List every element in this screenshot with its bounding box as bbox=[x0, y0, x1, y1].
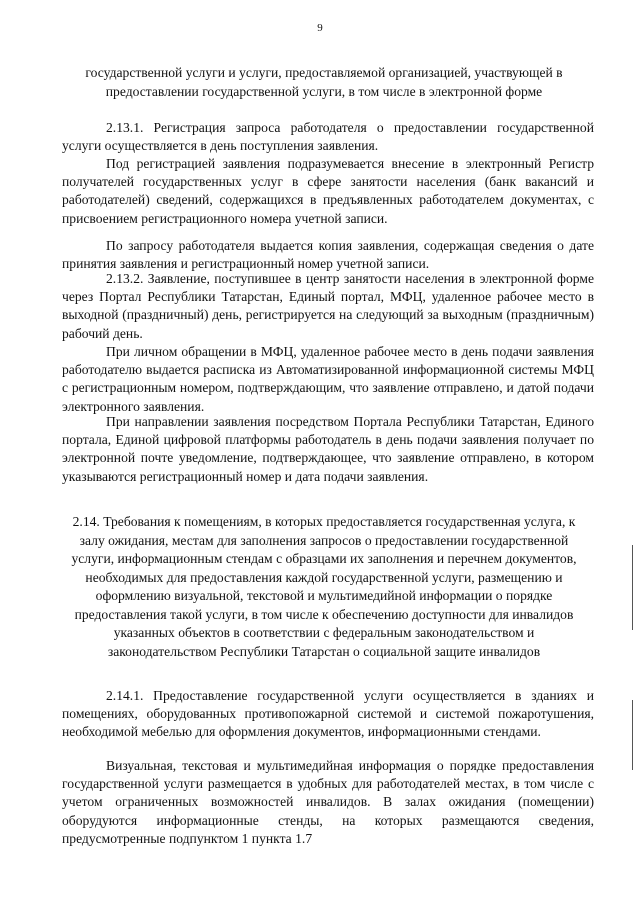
paragraph-2-13-1: 2.13.1. Регистрация запроса работодателя о предоставлении государственной услуги осуществляется в день поступления заявления. bbox=[62, 120, 594, 154]
section-heading-2-14: 2.14. Требования к помещениям, в которых предоставляется государственная услуга, к залу ожидания, местам для заполнения запросов о предоставлении государственной услуги, информационным стендам с образцами их заполнения и перечнем документов, необходимых для предоставления каждой государственной услуги, размещению и оформлению визуальной, текстовой и мультимедийной информации о порядке предоставления такой услуги, в том числе к обеспечению доступности для инвалидов указанных объектов в соответствии с федеральным законодательством и законодательством Республики Татарстан о социальной защите инвалидов bbox=[71, 514, 577, 659]
paragraph-2-14-1: 2.14.1. Предоставление государственной услуги осуществляется в зданиях и помещениях, оборудованных противопожарной системой и системой пожаротушения, необходимой мебелью для оформления документов, информационными стендами. bbox=[62, 688, 594, 740]
subsection-heading: государственной услуги и услуги, предоставляемой организацией, участвующей в предоставлении государственной услуги, в том числе в электронной форме bbox=[85, 65, 563, 99]
paragraph-2-13-2: 2.13.2. Заявление, поступившее в центр занятости населения в электронной форме через Портал Республики Татарстан, Единый портал, МФЦ, удаленное рабочее место в выходной (праздничный) день, регистрируется на следующий за выходным (праздничным) рабочий день. bbox=[62, 271, 594, 341]
paragraph-portal-notification: При направлении заявления посредством Портала Республики Татарстан, Единого портала, Единой цифровой платформы работодатель в день подачи заявления получает по электронной почте уведомление, подтверждающее, что заявление отправлено, в котором указываются регистрационный номер и дата подачи заявления. bbox=[62, 414, 594, 484]
paragraph-mfc-receipt: При личном обращении в МФЦ, удаленное рабочее место в день подачи заявления работодателю выдается расписка из Автоматизированной информационной системы МФЦ с регистрационным номером, подтверждающим, что заявление отправлено, и датой подачи электронного заявления. bbox=[62, 344, 594, 414]
margin-line-mark-lower bbox=[632, 700, 633, 770]
margin-line-mark bbox=[632, 545, 633, 630]
paragraph-registration-definition: Под регистрацией заявления подразумевается внесение в электронный Регистр получателей государственных услуг в сфере занятости населения (банк вакансий и работодателей) сведений, содержащихся в предъявленных работодателем документах, с присвоением регистрационного номера учетной записи. bbox=[62, 156, 594, 226]
paragraph-copy-request: По запросу работодателя выдается копия заявления, содержащая сведения о дате принятия заявления и регистрационный номер учетной записи. bbox=[62, 238, 594, 272]
page-number: 9 bbox=[317, 22, 323, 34]
paragraph-visual-information: Визуальная, текстовая и мультимедийная информация о порядке предоставления государственной услуги размещается в удобных для работодателей местах, в том числе с учетом ограниченных возможностей инвалидов. В залах ожидания (помещении) оборудуются информационные стенды, на которых размещаются сведения, предусмотренные подпунктом 1 пункта 1.7 bbox=[62, 758, 594, 846]
